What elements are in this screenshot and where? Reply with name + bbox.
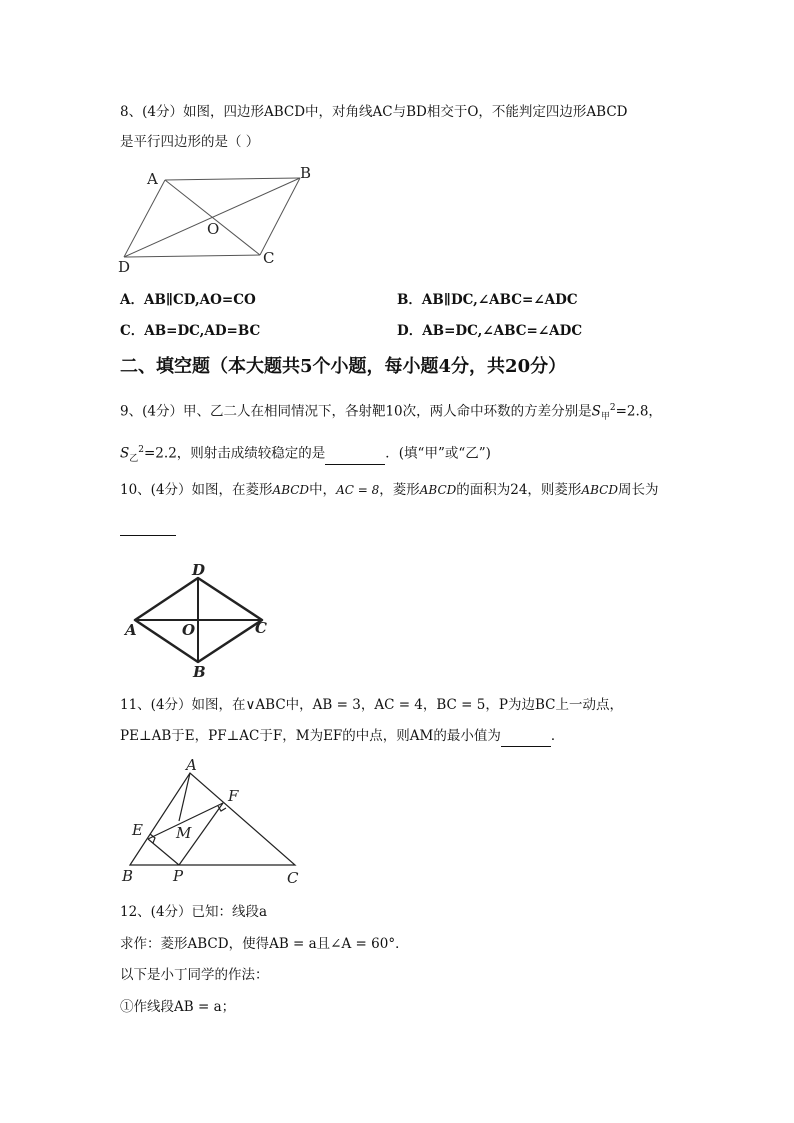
q11-label-b: B xyxy=(122,867,134,885)
q11-segment-pe xyxy=(148,839,179,865)
q10-part3: ，菱形 xyxy=(379,482,420,498)
q10-label-a: A xyxy=(125,621,137,639)
q11-right-angle-f xyxy=(218,806,226,811)
q12-text-line1: 12、(4分）已知：线段a xyxy=(120,904,268,920)
q11-label-e: E xyxy=(132,821,143,839)
q11-label-f: F xyxy=(228,787,239,805)
q10-label-c: C xyxy=(255,619,267,637)
q11-part: PE⊥AB于E，PF⊥AC于F，M为EF的中点，则AM的最小值为 xyxy=(120,728,501,744)
q9-value-jia: =2.8， xyxy=(615,403,662,420)
q9-text-line1 xyxy=(120,398,662,427)
q10-label-o: O xyxy=(182,621,196,639)
q10-answer-blank[interactable] xyxy=(120,535,176,536)
q9-answer-blank[interactable] xyxy=(325,444,385,465)
q8-label-o: O xyxy=(207,220,220,238)
q11-label-p: P xyxy=(173,867,184,885)
q11-text-line1: 11、(4分）如图，在∨ABC中，AB = 3，AC = 4，BC = 5，P为边BC上一动点， xyxy=(120,697,623,713)
q9-sub-jia: 甲 xyxy=(600,412,610,423)
q12-text-line3: 以下是小丁同学的作法： xyxy=(120,967,269,983)
q8-label-d: D xyxy=(118,258,131,276)
q8-text-line2: 是平行四边形的是（ ） xyxy=(120,134,260,150)
q12-text-line4: ①作线段AB = a； xyxy=(120,999,236,1015)
q9-text-line2 xyxy=(120,440,491,469)
q8-option-a: A．AB∥CD,AO=CO xyxy=(120,292,256,308)
q11-label-a: A xyxy=(186,756,197,774)
q8-edge-cd xyxy=(124,255,260,257)
q8-label-b: B xyxy=(300,164,312,182)
q10-rhombus-figure xyxy=(120,560,280,680)
q8-parallelogram-figure xyxy=(110,160,320,280)
q10-abcd-1: ABCD xyxy=(272,483,310,497)
q10-label-b: B xyxy=(193,663,206,681)
q10-label-d: D xyxy=(192,561,206,579)
q8-option-d: D．AB=DC,∠ABC=∠ADC xyxy=(397,323,583,339)
q11-label-c: C xyxy=(287,869,299,887)
q8-edge-bc xyxy=(260,178,300,255)
q9-sup-jia: 2 xyxy=(609,403,616,413)
q9-s-jia: S xyxy=(591,403,601,420)
q8-text-line1: 8、(4分）如图，四边形ABCD中，对角线AC与BD相交于O，不能判定四边形ABCD xyxy=(120,104,628,120)
q9-text-part: 9、(4分）甲、乙二人在相同情况下，各射靶10次，两人命中环数的方差分别是 xyxy=(120,403,592,420)
q11-triangle-figure xyxy=(120,755,320,890)
q10-text-line1 xyxy=(120,480,658,500)
q9-sup-yi: 2 xyxy=(138,445,144,455)
q11-text-line2 xyxy=(120,726,564,747)
q11-triangle-abc xyxy=(130,773,295,865)
q8-option-c: C．AB=DC,AD=BC xyxy=(120,323,261,339)
q9-sub-yi: 乙 xyxy=(129,454,139,465)
q9-s-yi: S xyxy=(120,445,130,462)
q8-option-b: B．AB∥DC,∠ABC=∠ADC xyxy=(397,292,578,308)
q11-answer-blank[interactable] xyxy=(501,726,551,747)
q8-diagonal-bd xyxy=(124,178,300,257)
section2-heading: 二、填空题（本大题共5个小题，每小题4分，共20分） xyxy=(120,356,567,377)
q8-label-c: C xyxy=(263,249,275,267)
q10-ac-eq: AC = 8 xyxy=(336,483,380,497)
q9-value-yi: =2.2，则射击成绩较稳定的是 xyxy=(144,445,326,462)
q10-abcd-3: ABCD xyxy=(581,483,618,497)
q8-edge-ab xyxy=(165,178,300,180)
q10-abcd-2: ABCD xyxy=(419,483,457,497)
q11-end: ． xyxy=(550,728,565,744)
q10-part4: 的面积为24，则菱形 xyxy=(456,482,582,498)
q9-tail: ．(填“甲”或“乙”) xyxy=(385,445,491,462)
q8-edge-da xyxy=(124,180,165,257)
q12-text-line2: 求作：菱形ABCD，使得AB = a且∠A = 60°． xyxy=(120,936,409,952)
q10-part2: 中， xyxy=(309,482,337,498)
q11-segment-am xyxy=(179,773,190,821)
q8-label-a: A xyxy=(147,170,158,188)
q11-label-m: M xyxy=(176,824,192,842)
q10-part5: 周长为 xyxy=(617,482,659,498)
q10-part1: 10、(4分）如图，在菱形 xyxy=(120,482,273,498)
